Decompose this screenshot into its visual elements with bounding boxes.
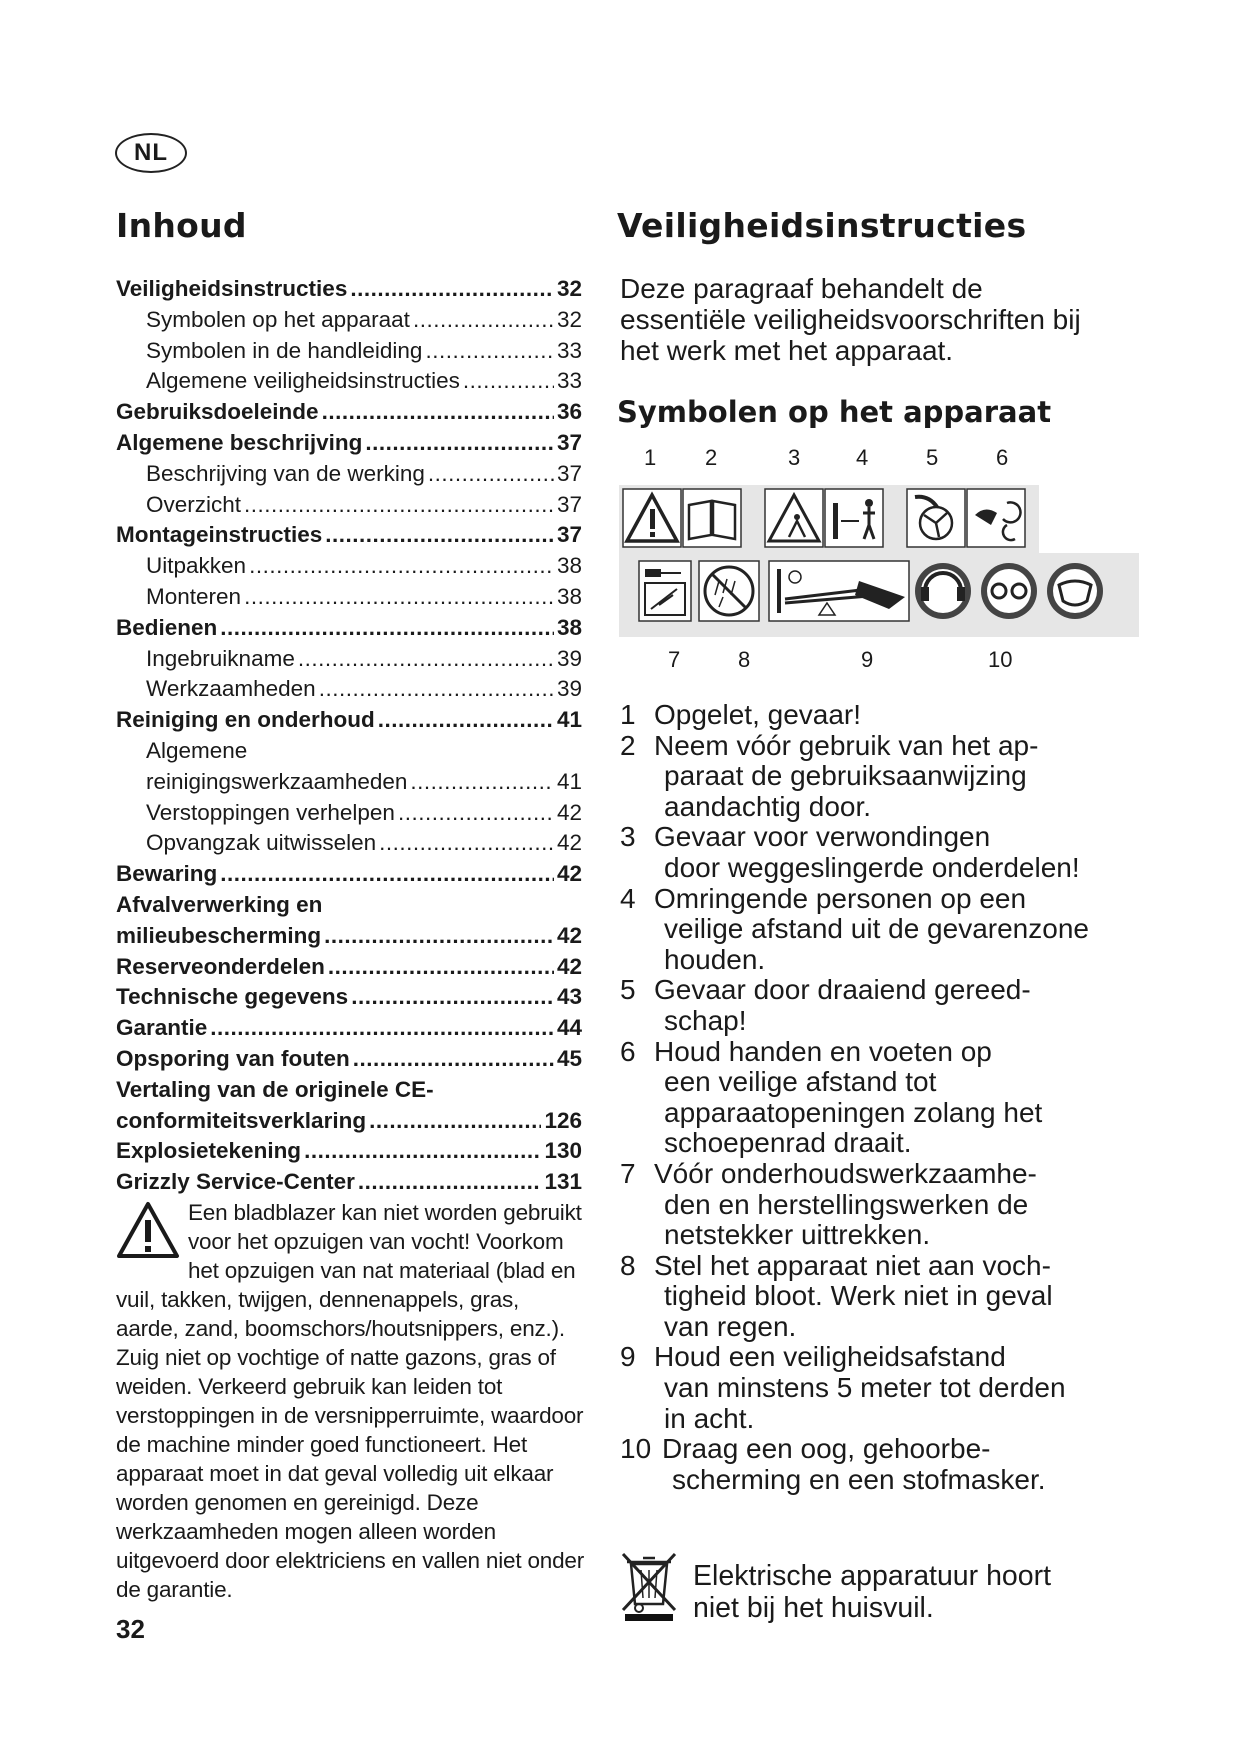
safety-distance-icon bbox=[769, 561, 909, 621]
toc-entry-page: 38 bbox=[556, 614, 582, 640]
symbol-description-line1: Gevaar door draaiend gereed- bbox=[654, 974, 1031, 1006]
symbol-description-number: 5 bbox=[620, 974, 636, 1006]
toc-entry bbox=[116, 490, 582, 521]
no-rain-icon bbox=[699, 561, 759, 621]
toc-entry-page: 37 bbox=[556, 522, 582, 548]
toc-entry bbox=[116, 1167, 582, 1198]
symbol-description-number: 3 bbox=[620, 821, 636, 853]
toc-entry-page: 39 bbox=[556, 645, 582, 671]
crossed-bin-icon bbox=[619, 1550, 679, 1622]
symbol-description-item bbox=[620, 1159, 1090, 1251]
symbol-description-line2: paraat de gebruiksaanwijzing aandachtig door. bbox=[664, 760, 1027, 822]
toc-entry-page: 45 bbox=[556, 1045, 582, 1071]
toc-entry-title: Opvangzak uitwisselen bbox=[146, 830, 377, 856]
rotating-tool-icon bbox=[907, 489, 965, 547]
toc-entry bbox=[116, 982, 582, 1013]
toc-entry bbox=[116, 520, 582, 551]
symbol-number: 9 bbox=[861, 647, 874, 672]
toc-entry-page: 42 bbox=[556, 922, 582, 948]
safety-symbols-strip bbox=[619, 485, 1139, 637]
symbol-number: 6 bbox=[996, 445, 1009, 470]
symbol-description-number: 9 bbox=[620, 1341, 636, 1373]
toc-entry-page: 37 bbox=[556, 491, 582, 517]
symbol-description-line2: schap! bbox=[664, 1004, 747, 1036]
symbol-description-number: 10 bbox=[620, 1433, 652, 1465]
toc-entry-page: 32 bbox=[556, 276, 582, 301]
toc-entry-page: 44 bbox=[556, 1015, 582, 1041]
toc-entry bbox=[116, 366, 582, 397]
toc-entry-title: Overzicht bbox=[146, 491, 242, 517]
symbol-description-line1: Vóór onderhoudswerkzaamhe- bbox=[654, 1157, 1037, 1189]
symbol-description-line1: Omringende personen op een bbox=[654, 882, 1027, 914]
toc-entry bbox=[116, 736, 582, 767]
toc-leader-dots bbox=[210, 1013, 554, 1044]
symbol-number: 7 bbox=[668, 647, 681, 672]
symbol-description-line2: een veilige afstand tot apparaatopeningen zolang het schoepenrad draait. bbox=[664, 1066, 1043, 1159]
symbol-description-item bbox=[620, 700, 1090, 731]
toc-leader-dots bbox=[322, 397, 554, 428]
symbol-description-line1: Opgelet, gevaar! bbox=[654, 699, 862, 730]
toc-heading: Inhoud bbox=[116, 206, 247, 245]
subsection-heading: Symbolen op het apparaat bbox=[617, 395, 1052, 429]
toc-entry-title: Reiniging en onderhoud bbox=[116, 707, 375, 733]
toc-entry-title: Veiligheidsinstructies bbox=[116, 276, 348, 301]
toc-leader-dots bbox=[319, 674, 554, 705]
symbol-description-line2: scherming en een stofmasker. bbox=[672, 1463, 1046, 1495]
symbol-description-number: 2 bbox=[620, 729, 636, 761]
toc-entry-page: 38 bbox=[556, 553, 582, 579]
hearing-protection-icon bbox=[915, 563, 971, 619]
toc-entry-page: 32 bbox=[556, 306, 582, 332]
toc-leader-dots bbox=[324, 921, 554, 952]
symbol-description-item bbox=[620, 731, 1090, 823]
symbol-description-line2: veilige afstand uit de gevarenzone houden. bbox=[664, 913, 1089, 975]
toc-entry bbox=[116, 767, 582, 798]
toc-leader-dots bbox=[325, 520, 554, 551]
toc-entry-page: 37 bbox=[556, 460, 582, 486]
toc-entry bbox=[116, 828, 582, 859]
toc-entry bbox=[116, 1136, 582, 1167]
symbol-description-number: 8 bbox=[620, 1249, 636, 1281]
toc-entry bbox=[116, 1106, 582, 1137]
toc-leader-dots bbox=[398, 798, 554, 829]
symbol-description-line1: Houd handen en voeten op bbox=[654, 1035, 992, 1067]
symbol-description-line1: Gevaar voor verwondingen bbox=[654, 821, 991, 853]
symbol-description-line1: Draag een oog, gehoorbe- bbox=[662, 1433, 991, 1465]
toc-entry bbox=[116, 705, 582, 736]
toc-leader-dots bbox=[351, 982, 554, 1013]
toc-entry-title: Algemene beschrijving bbox=[116, 429, 363, 455]
toc-entry-title: Bewaring bbox=[116, 861, 218, 887]
toc-entry-page: 126 bbox=[544, 1107, 582, 1133]
weee-note: Elektrische apparatuur hoort niet bij het huisvuil. bbox=[693, 1560, 1052, 1624]
toc-entry-page: 131 bbox=[544, 1169, 582, 1195]
toc-entry bbox=[116, 921, 582, 952]
toc-entry bbox=[116, 674, 582, 705]
toc-entry bbox=[116, 551, 582, 582]
thrown-objects-icon bbox=[765, 489, 823, 547]
symbol-descriptions bbox=[620, 700, 1090, 1495]
dust-mask-icon bbox=[1047, 563, 1103, 619]
toc-entry bbox=[116, 859, 582, 890]
toc-leader-dots bbox=[358, 1167, 542, 1198]
toc-leader-dots bbox=[220, 859, 554, 890]
toc-entry-title: Bedienen bbox=[116, 614, 218, 640]
symbol-description-line1: Houd een veiligheidsafstand bbox=[654, 1341, 1006, 1373]
symbol-description-item bbox=[620, 884, 1090, 976]
toc-entry-title: Garantie bbox=[116, 1015, 208, 1041]
toc-entry bbox=[116, 1013, 582, 1044]
symbol-description-line2: den en herstellingswerken de netstekker uittrekken. bbox=[664, 1188, 1029, 1251]
toc-entry-title: Technische gegevens bbox=[116, 984, 349, 1010]
toc-leader-dots bbox=[413, 305, 554, 336]
toc-leader-dots bbox=[378, 705, 554, 736]
read-manual-icon bbox=[683, 489, 741, 547]
toc-leader-dots bbox=[328, 952, 554, 983]
toc-leader-dots bbox=[220, 613, 554, 644]
warning-text: Een bladblazer kan niet worden gebruikt voor het opzuigen van vocht! Voorkom het opzuigen van nat materiaal (blad en vuil, takken, twijgen, dennenappels, gras, aarde, zand, boomschors/houtsnippers, enz.). Zuig niet op vochtige of natte gazons, gras of weiden. Verkeerd gebruik kan leiden tot verstoppingen in de versnipperruimte, waardoor de machine minder goed functioneert. Het apparaat moet in dat geval volledig uit elkaar worden genomen en gereinigd. Deze werkzaamheden mogen alleen worden uitgevoerd door elektriciens en vallen niet onder de garantie. bbox=[116, 1200, 584, 1602]
toc-leader-dots bbox=[369, 1106, 541, 1137]
toc-entry-page: 39 bbox=[556, 676, 582, 702]
toc-entry-title: Vertaling van de originele CE- bbox=[116, 1076, 434, 1102]
toc-entry-title: Grizzly Service-Center bbox=[116, 1169, 355, 1195]
toc-entry-title: Uitpakken bbox=[146, 553, 247, 579]
warning-note bbox=[116, 1198, 586, 1604]
toc-entry-page: 38 bbox=[556, 583, 582, 609]
toc-entry-title: Afvalverwerking en bbox=[116, 891, 323, 917]
toc-entry-title: milieubescherming bbox=[116, 922, 322, 948]
toc-leader-dots bbox=[410, 767, 554, 798]
symbol-description-number: 1 bbox=[620, 699, 636, 730]
symbol-description-item bbox=[620, 1342, 1090, 1434]
symbol-number: 3 bbox=[788, 445, 801, 470]
keep-bystanders-away-icon bbox=[825, 489, 883, 547]
toc-entry-title: Werkzaamheden bbox=[146, 676, 316, 702]
symbol-number: 4 bbox=[856, 445, 869, 470]
toc-entry-page: 41 bbox=[556, 707, 582, 733]
toc-entry-page: 42 bbox=[556, 953, 582, 979]
toc-entry-page: 33 bbox=[556, 337, 582, 363]
toc-leader-dots bbox=[244, 490, 554, 521]
symbol-numbers-top bbox=[0, 445, 1241, 475]
keep-hands-feet-away-icon bbox=[967, 489, 1025, 547]
toc-entry-title: Verstoppingen verhelpen bbox=[146, 799, 395, 825]
toc-entry-title: conformiteitsverklaring bbox=[116, 1107, 367, 1133]
toc-entry-page: 36 bbox=[556, 399, 582, 425]
symbol-number: 2 bbox=[705, 445, 718, 470]
symbol-number: 5 bbox=[926, 445, 939, 470]
toc-entry bbox=[116, 305, 582, 336]
toc-entry-title: Explosietekening bbox=[116, 1138, 302, 1164]
toc-entry bbox=[116, 274, 582, 305]
toc-entry-title: Algemene bbox=[146, 737, 248, 763]
toc-leader-dots bbox=[249, 551, 554, 582]
page-number: 32 bbox=[116, 1614, 145, 1644]
toc-entry-title: Beschrijving van de werking bbox=[146, 460, 425, 486]
toc-entry bbox=[116, 336, 582, 367]
symbol-description-item bbox=[620, 1037, 1090, 1159]
toc-entry-page: 130 bbox=[544, 1138, 582, 1164]
toc-entry-page: 37 bbox=[556, 429, 582, 455]
symbol-description-number: 7 bbox=[620, 1157, 636, 1189]
symbol-description-item bbox=[620, 1434, 1090, 1495]
symbol-description-line2: van minstens 5 meter tot derden in acht. bbox=[664, 1372, 1066, 1434]
symbol-description-line1: Neem vóór gebruik van het ap- bbox=[654, 729, 1039, 761]
symbol-description-item bbox=[620, 1251, 1090, 1343]
toc-entry-title: Symbolen op het apparaat bbox=[146, 306, 410, 332]
toc-entry-page: 41 bbox=[556, 768, 582, 794]
symbol-description-line2: tigheid bloot. Werk niet in geval van regen. bbox=[664, 1280, 1053, 1342]
toc-entry-page: 42 bbox=[556, 861, 582, 887]
warning-triangle-icon bbox=[116, 1200, 180, 1260]
section-heading: Veiligheidsinstructies bbox=[617, 206, 1027, 245]
symbol-description-item bbox=[620, 975, 1090, 1036]
toc-leader-dots bbox=[463, 366, 554, 397]
symbol-number: 1 bbox=[644, 445, 657, 470]
unplug-before-maintenance-icon bbox=[639, 561, 691, 621]
toc-entry-title: reinigingswerkzaamheden bbox=[146, 768, 408, 794]
symbol-number: 8 bbox=[738, 647, 751, 672]
toc-leader-dots bbox=[353, 1044, 554, 1075]
toc-entry bbox=[116, 1044, 582, 1075]
toc-entry-page: 42 bbox=[556, 830, 582, 856]
section-intro: Deze paragraaf behandelt de essentiële veiligheidsvoorschriften bij het werk met het apparaat. bbox=[620, 273, 1081, 366]
toc-entry-title: Reserveonderdelen bbox=[116, 953, 325, 979]
toc-entry bbox=[116, 798, 582, 829]
symbol-description-item bbox=[620, 822, 1090, 883]
symbol-description-number: 6 bbox=[620, 1035, 636, 1067]
toc-entry bbox=[116, 582, 582, 613]
toc-leader-dots bbox=[244, 582, 554, 613]
toc-entry-page: 43 bbox=[556, 984, 582, 1010]
toc-entry-title: Opsporing van fouten bbox=[116, 1045, 350, 1071]
symbol-description-line1: Stel het apparaat niet aan voch- bbox=[654, 1249, 1051, 1281]
toc-entry-title: Ingebruikname bbox=[146, 645, 295, 671]
toc-entry-title: Gebruiksdoeleinde bbox=[116, 399, 319, 425]
toc-leader-dots bbox=[350, 274, 554, 305]
toc-entry-title: Algemene veiligheidsinstructies bbox=[146, 368, 460, 394]
toc-entry bbox=[116, 613, 582, 644]
toc-entry-page: 42 bbox=[556, 799, 582, 825]
toc-entry-title: Montageinstructies bbox=[116, 522, 323, 548]
toc-entry bbox=[116, 1075, 582, 1106]
warning-symbol-icon bbox=[623, 489, 681, 547]
toc-entry bbox=[116, 397, 582, 428]
toc-entry bbox=[116, 890, 582, 921]
symbol-number: 10 bbox=[988, 647, 1013, 672]
toc-entry bbox=[116, 952, 582, 983]
toc-leader-dots bbox=[379, 828, 554, 859]
eye-protection-icon bbox=[981, 563, 1037, 619]
symbol-description-number: 4 bbox=[620, 882, 636, 914]
toc-entry-page: 33 bbox=[556, 368, 582, 394]
toc-entry-title: Monteren bbox=[146, 583, 242, 609]
toc-leader-dots bbox=[425, 336, 554, 367]
toc-entry-title: Symbolen in de handleiding bbox=[146, 337, 423, 363]
symbol-description-line2: door weggeslingerde onderdelen! bbox=[664, 851, 1080, 883]
symbol-numbers-bottom bbox=[0, 647, 1241, 677]
table-of-contents bbox=[116, 274, 582, 1198]
language-badge: NL bbox=[115, 133, 187, 173]
toc-leader-dots bbox=[304, 1136, 541, 1167]
